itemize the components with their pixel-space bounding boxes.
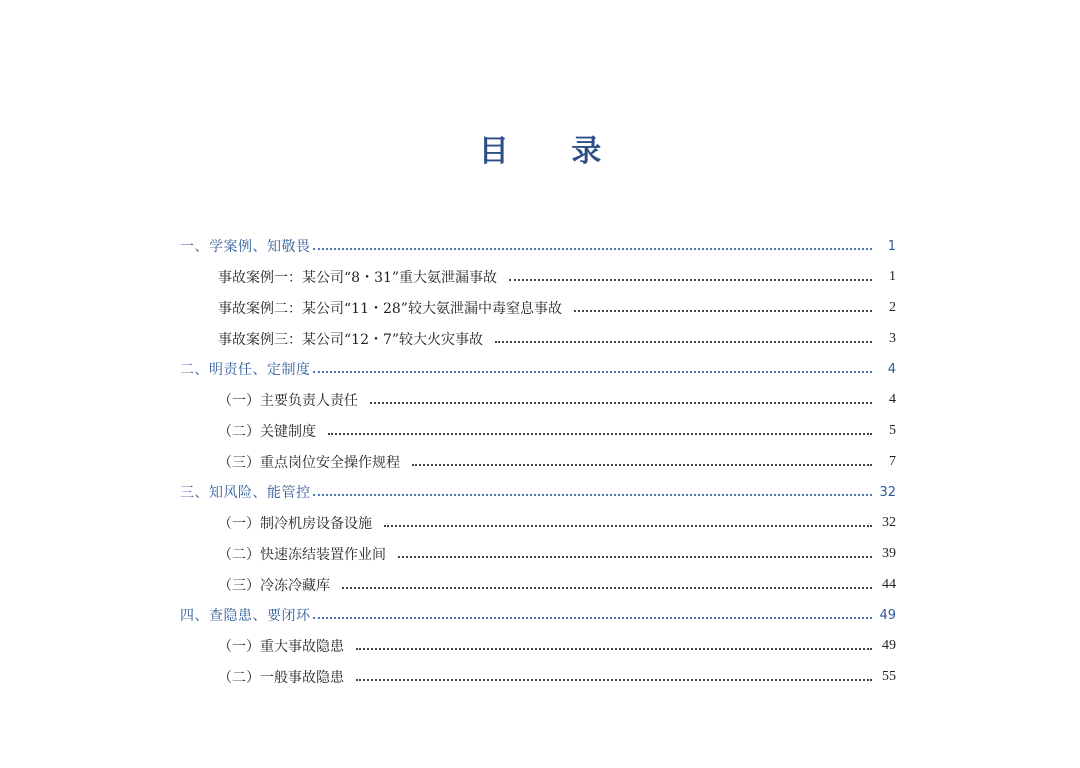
toc-page-number: 32 [882, 515, 896, 530]
dot-leader [370, 402, 872, 404]
dot-leader [313, 248, 873, 250]
toc-page-number: 44 [882, 577, 896, 592]
toc-page-number: 2 [889, 300, 896, 315]
dot-leader [574, 310, 872, 312]
dot-leader [495, 341, 872, 343]
toc-page-number: 49 [882, 638, 896, 653]
toc-section-heading[interactable] [180, 354, 896, 384]
toc-entry[interactable] [218, 293, 896, 323]
toc-page-number: 32 [879, 484, 896, 500]
toc-entry-label: （三）冷冻冷藏库 [218, 578, 330, 594]
toc-entry-label: 一、学案例、知敬畏 [180, 239, 311, 255]
toc-entry[interactable] [218, 662, 896, 692]
toc-page-number: 49 [879, 607, 896, 623]
toc-entry-label: 二、明责任、定制度 [180, 362, 311, 378]
toc-entry[interactable] [218, 539, 896, 569]
toc-entry-label: （一）制冷机房设备设施 [218, 516, 372, 532]
toc-entry-label: 三、知风险、能管控 [180, 485, 311, 501]
toc-entry-label: （二）快速冻结装置作业间 [218, 547, 386, 563]
dot-leader [313, 617, 873, 619]
toc-entry-label: 事故案例三：某公司“12・7”较大火灾事故 [218, 332, 484, 348]
toc-entry-label: 四、查隐患、要闭环 [180, 608, 311, 624]
toc-entry[interactable] [218, 416, 896, 446]
toc-entry[interactable] [218, 262, 896, 292]
dot-leader [412, 464, 872, 466]
dot-leader [398, 556, 872, 558]
page-title: 目 录 [478, 134, 628, 169]
toc-entry[interactable] [218, 385, 896, 415]
toc-entry[interactable] [218, 324, 896, 354]
toc-page-number: 4 [889, 392, 896, 407]
toc-entry-label: （一）主要负责人责任 [218, 393, 358, 409]
toc-entry[interactable] [218, 447, 896, 477]
toc-section-heading[interactable] [180, 477, 896, 507]
toc-entry-label: （二）关键制度 [218, 424, 316, 440]
toc-entry-label: （二）一般事故隐患 [218, 670, 344, 686]
toc-section-heading[interactable] [180, 231, 896, 261]
dot-leader [356, 679, 872, 681]
dot-leader [384, 525, 872, 527]
toc-page-number: 1 [889, 269, 896, 284]
toc-entry[interactable] [218, 570, 896, 600]
dot-leader [509, 279, 872, 281]
toc-page-number: 7 [889, 454, 896, 469]
toc-page-number: 5 [889, 423, 896, 438]
dot-leader [328, 433, 872, 435]
dot-leader [313, 494, 873, 496]
toc-section-heading[interactable] [180, 600, 896, 630]
toc-entry-label: 事故案例二：某公司“11・28”较大氨泄漏中毒窒息事故 [218, 301, 562, 317]
dot-leader [313, 371, 873, 373]
dot-leader [356, 648, 872, 650]
toc-page-number: 1 [887, 238, 896, 254]
toc-entry[interactable] [218, 508, 896, 538]
toc-page-number: 3 [889, 331, 896, 346]
toc-entry-label: （三）重点岗位安全操作规程 [218, 455, 400, 471]
toc-entry-label: （一）重大事故隐患 [218, 639, 344, 655]
toc-page-number: 4 [887, 361, 896, 377]
toc-entry[interactable] [218, 631, 896, 661]
toc-entry-label: 事故案例一：某公司“8・31”重大氨泄漏事故 [218, 270, 498, 286]
dot-leader [342, 587, 872, 589]
toc-page-number: 39 [882, 546, 896, 561]
toc-page-number: 55 [882, 669, 896, 684]
